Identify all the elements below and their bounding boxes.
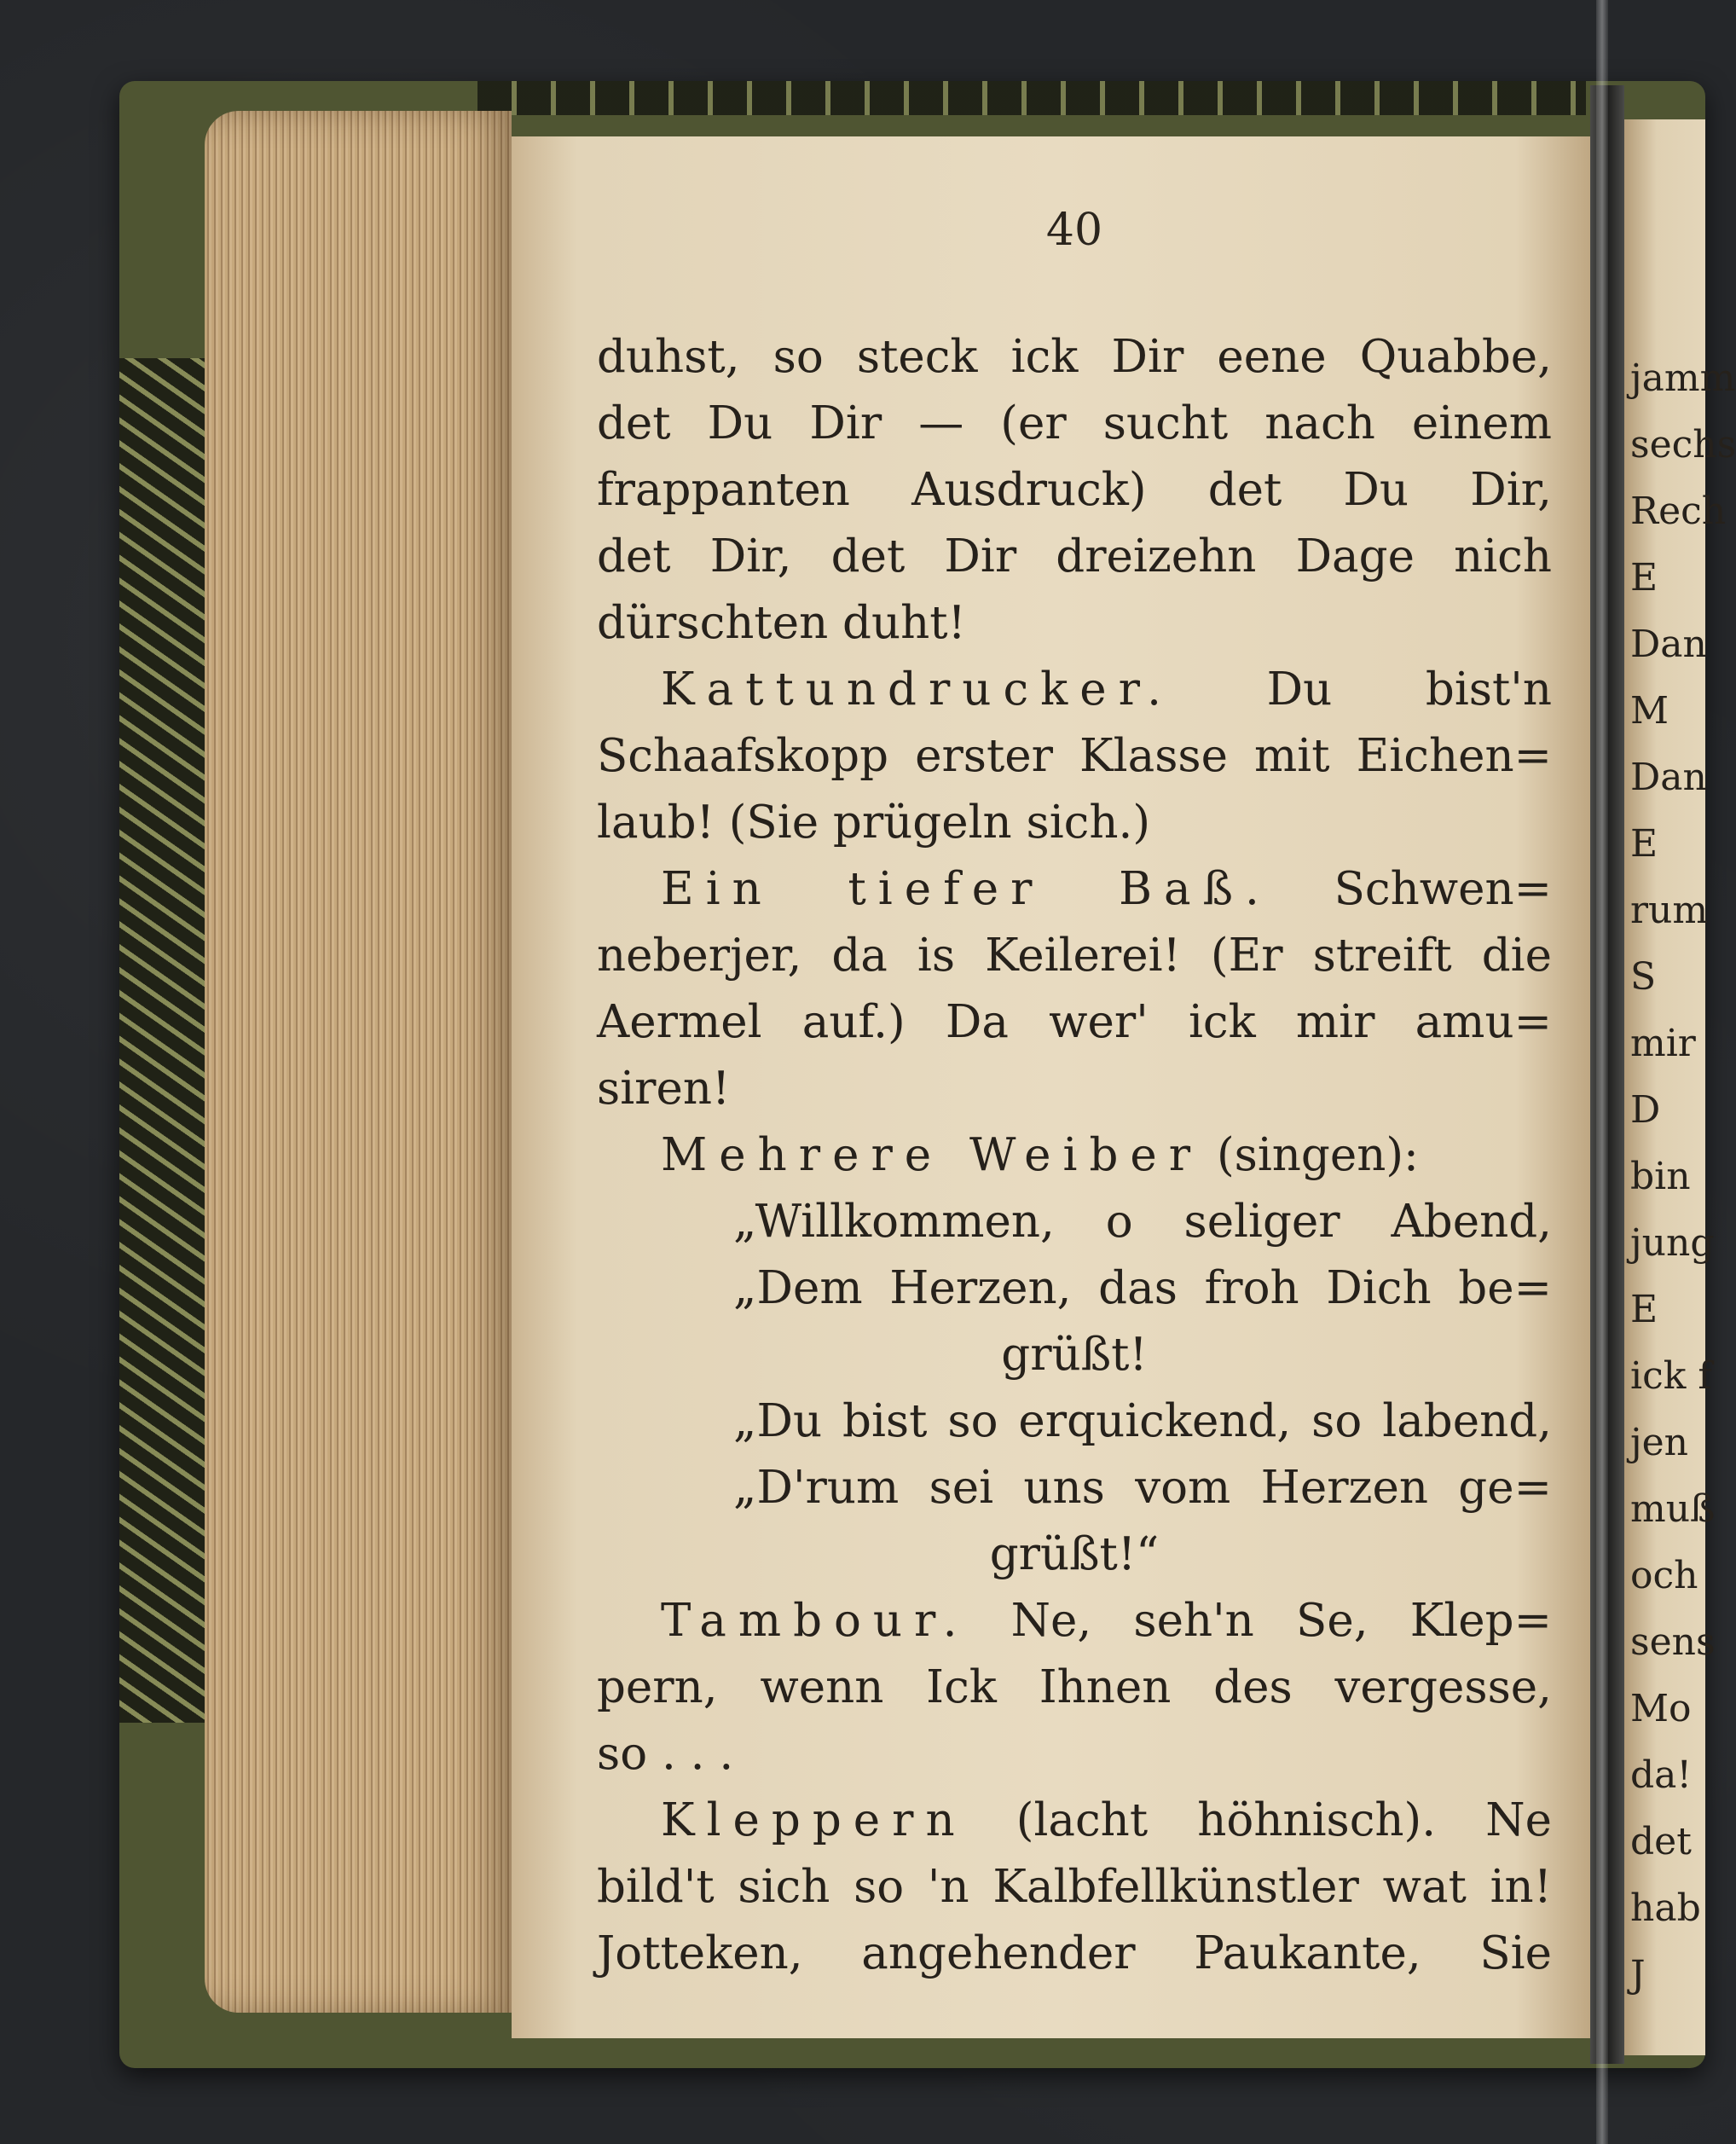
text-line: „Du bist so erquickend, so labend, — [733, 1395, 1552, 1447]
speaker-name: Ein tiefer Baß. — [661, 863, 1271, 915]
text-line: „Dem Herzen, das froh Dich be= — [733, 1262, 1552, 1314]
fragment-line: mir — [1630, 1022, 1696, 1065]
fragment-line: det — [1630, 1820, 1692, 1863]
fragment-line: rum — [1630, 889, 1709, 932]
text-line: frappanten Ausdruck) det Du Dir, — [597, 464, 1552, 516]
fragment-line: E — [1630, 1288, 1658, 1331]
speaker-text: Ne, seh'n Se, Klep= — [969, 1595, 1552, 1647]
fragment-line: D — [1630, 1088, 1661, 1132]
fragment-line: sens — [1630, 1620, 1716, 1664]
fragment-line: Mo — [1630, 1687, 1692, 1730]
fragment-line: S — [1630, 955, 1657, 999]
text-line: dürschten duht! — [597, 597, 966, 649]
text-line — [597, 1588, 1552, 1654]
fragment-line: jen — [1630, 1421, 1689, 1464]
fragment-line: da! — [1630, 1753, 1693, 1797]
speaker-text: Schwen= — [1270, 863, 1553, 915]
text-line: neberjer, da is Keilerei! (Er streift die — [597, 930, 1552, 982]
page-text — [597, 324, 1552, 1987]
text-line: Jotteken, angehender Paukante, Sie — [597, 1927, 1552, 1979]
fragment-line: bin — [1630, 1155, 1691, 1198]
speaker-name: Kleppern — [661, 1794, 967, 1846]
fragment-line: Dan — [1630, 756, 1707, 799]
text-line: laub! (Sie prügeln sich.) — [597, 797, 1151, 849]
fragment-line: muß — [1630, 1487, 1716, 1531]
text-line — [597, 1788, 1552, 1854]
next-page-fragments — [1630, 345, 1736, 2008]
cover-marbled-pattern-top — [477, 81, 1586, 115]
text-line — [597, 856, 1552, 923]
text-line: duhst, so steck ick Dir eene Quabbe, — [597, 331, 1552, 383]
text-line: so . . . — [597, 1728, 734, 1780]
page-number: 40 — [1045, 205, 1103, 256]
cover-marbled-pattern — [119, 358, 205, 1723]
speaker-text: (lacht höhnisch). Ne — [966, 1794, 1552, 1846]
fragment-line: jamm — [1630, 356, 1736, 400]
speaker-name: Kattundrucker. — [661, 663, 1173, 716]
text-line: Aermel auf.) Da wer' ick mir amu= — [597, 996, 1552, 1048]
fragment-line: jung — [1630, 1221, 1715, 1265]
speaker-name: Tambour. — [661, 1595, 969, 1647]
fragment-line: Dan — [1630, 623, 1707, 666]
fragment-line: Rech — [1630, 490, 1727, 533]
text-line: „D'rum sei uns vom Herzen ge= — [733, 1462, 1552, 1514]
fragment-line: E — [1630, 556, 1658, 600]
text-line: bild't sich so 'n Kalbfellkünstler wat in! — [597, 1861, 1552, 1913]
text-line: „Willkommen, o seliger Abend, — [733, 1196, 1552, 1248]
fragment-line: och — [1630, 1554, 1698, 1597]
fragment-line: hab — [1630, 1886, 1701, 1930]
fragment-line: J — [1630, 1953, 1646, 1996]
text-line: grüßt! — [1001, 1329, 1148, 1381]
text-line: det Dir, det Dir dreizehn Dage nich — [597, 530, 1552, 582]
text-line — [597, 657, 1552, 723]
glass-plate-edge — [1596, 0, 1608, 2144]
text-line: grüßt!“ — [989, 1528, 1160, 1580]
fragment-line: M — [1630, 689, 1669, 733]
fragment-line: E — [1630, 822, 1658, 866]
speaker-text: (singen): — [1202, 1129, 1419, 1181]
text-line: pern, wenn Ick Ihnen des vergesse, — [597, 1661, 1552, 1713]
text-line: det Du Dir — (er sucht nach einem — [597, 397, 1552, 449]
fragment-line: ick f — [1630, 1354, 1712, 1398]
fragment-line: sechs — [1630, 423, 1736, 466]
speaker-name: Mehrere Weiber — [661, 1129, 1203, 1181]
text-line: siren! — [597, 1063, 731, 1115]
text-line — [597, 1122, 1552, 1189]
text-line: Schaafskopp erster Klasse mit Eichen= — [597, 730, 1552, 782]
speaker-text: Du bist'n — [1172, 663, 1552, 716]
page-edges — [205, 111, 512, 2013]
